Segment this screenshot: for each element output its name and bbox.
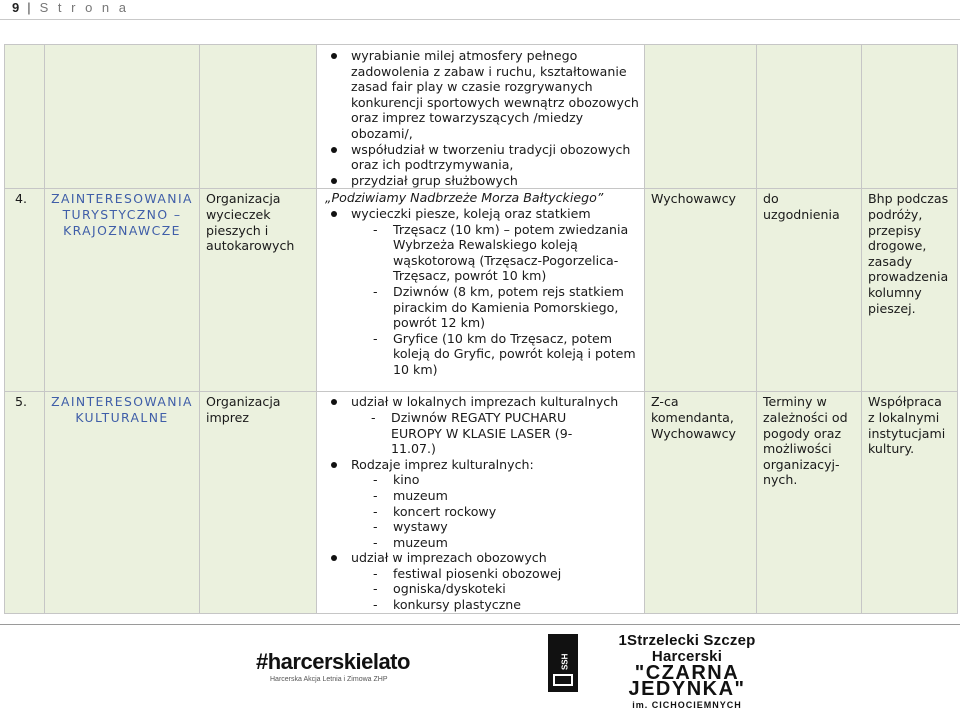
area-cell [45, 189, 200, 392]
content-bullets [317, 48, 644, 188]
list-item: Rodzaje imprez kulturalnych: [317, 457, 644, 473]
list-item: wycieczki piesze, koleją oraz statkiem [317, 206, 644, 222]
form-cell [200, 392, 317, 614]
notes-text: Współpraca z lokalnymi instytucjami kultury. [868, 394, 946, 457]
org-name-line3: im. CICHOCIEMNYCH [632, 700, 742, 711]
header-divider [0, 19, 960, 20]
row-number: 4. [15, 191, 28, 207]
responsible-text: Wychowawcy [651, 191, 736, 207]
troop-badge-icon [548, 634, 578, 692]
responsible-cell [645, 189, 757, 392]
term-cell [757, 392, 862, 614]
list-item: przydział grup służbowych [317, 173, 644, 189]
form-text: Organizacja imprez [206, 394, 281, 425]
row-number-cell [5, 189, 45, 392]
footer-divider [0, 624, 960, 625]
badge-text: SSH [560, 653, 570, 671]
list-item: - Trzęsacz (10 km) – potem zwiedzania Wybrzeża Rewalskiego koleją wąskotorową (Trzęsacz-Pogorzelica-Trzęsacz, powrót 10 km) [373, 222, 644, 284]
program-table [4, 44, 958, 614]
hashtag-caption: Harcerska Akcja Letnia i Zimowa ZHP [270, 675, 388, 683]
trip-list [317, 222, 644, 378]
list-item: - konkursy plastyczne [373, 597, 644, 613]
org-name-line2: "CZARNA JEDYNKA" [628, 662, 746, 700]
row-number: 5. [15, 394, 28, 410]
area-name: ZAINTERESOWANIA TURYSTYCZNO – KRAJOZNAWCZE [51, 191, 193, 239]
notes-cell [862, 45, 958, 189]
content-cell [317, 392, 645, 614]
list-item: - Gryfice (10 km do Trzęsacz, potem koleją do Gryfic, powrót koleją i potem 10 km) [373, 331, 644, 378]
page-header [12, 0, 129, 16]
responsible-cell [645, 392, 757, 614]
form-cell [200, 45, 317, 189]
list-item: - koncert rockowy [373, 504, 644, 520]
list-item: wyrabianie milej atmosfery pełnego zadowolenia z zabaw i ruchu, kształtowanie zasad fair play w czasie rozgrywanych konkurencji sportowych wewnątrz obozowych oraz imprez towarzyszących /miedzy obozami/, [317, 48, 644, 142]
term-cell [757, 45, 862, 189]
row-number-cell [5, 392, 45, 614]
area-name: ZAINTERESOWANIA KULTURALNE [51, 394, 193, 426]
form-cell [200, 189, 317, 392]
page-label: S t r o n a [39, 0, 129, 15]
list-item: - festiwal piosenki obozowej [373, 566, 644, 582]
responsible-cell [645, 45, 757, 189]
term-text: do uzgodnienia [763, 191, 840, 222]
troop-logo [582, 633, 792, 714]
org-name-line1: 1Strzelecki Szczep Harcerski [618, 632, 756, 665]
content-subheading: „Podziwiamy Nadbrzeże Morza Bałtyckiego” [325, 190, 604, 206]
table-row [5, 392, 958, 614]
table-row [5, 45, 958, 189]
notes-text: Bhp podczas podróży, przepisy drogowe, zasady prowadzenia kolumny pieszej. [868, 191, 949, 316]
term-cell [757, 189, 862, 392]
list-item: udział w lokalnych imprezach kulturalnych [317, 394, 644, 410]
list-item: - wystawy [373, 519, 644, 535]
page-number: 9 [12, 0, 20, 15]
list-item: - Dziwnów (8 km, potem rejs statkiem pirackim do Kamienia Pomorskiego, powrót 12 km) [373, 284, 644, 331]
hashtag-suffix: lato [372, 649, 410, 674]
notes-cell [862, 189, 958, 392]
list-item: współudział w tworzeniu tradycji obozowych oraz ich podtrzymywania, [317, 142, 644, 173]
list-item: - muzeum [373, 488, 644, 504]
list-item: - ogniska/dyskoteki [373, 581, 644, 597]
notes-cell [862, 392, 958, 614]
content-cell [317, 189, 645, 392]
area-cell [45, 45, 200, 189]
list-item: - kino [373, 472, 644, 488]
responsible-text: Z-ca komendanta, Wychowawcy [651, 394, 736, 441]
table-row [5, 189, 958, 392]
hashtag-logo [256, 649, 410, 687]
list-item: udział w imprezach obozowych [317, 550, 644, 566]
hashtag-prefix: #harcerskie [256, 649, 373, 674]
row-number-cell [5, 45, 45, 189]
area-cell [45, 392, 200, 614]
form-text: Organizacja wycieczek pieszych i autokarowych [206, 191, 295, 254]
list-item: - Dziwnów REGATY PUCHARU EUROPY W KLASIE LASER (9-11.07.) [371, 410, 604, 457]
list-item: - muzeum [373, 535, 644, 551]
header-separator: | [27, 0, 34, 15]
content-cell [317, 45, 645, 189]
term-text: Terminy w zależności od pogody oraz możliwości organizacyj-nych. [763, 394, 848, 488]
